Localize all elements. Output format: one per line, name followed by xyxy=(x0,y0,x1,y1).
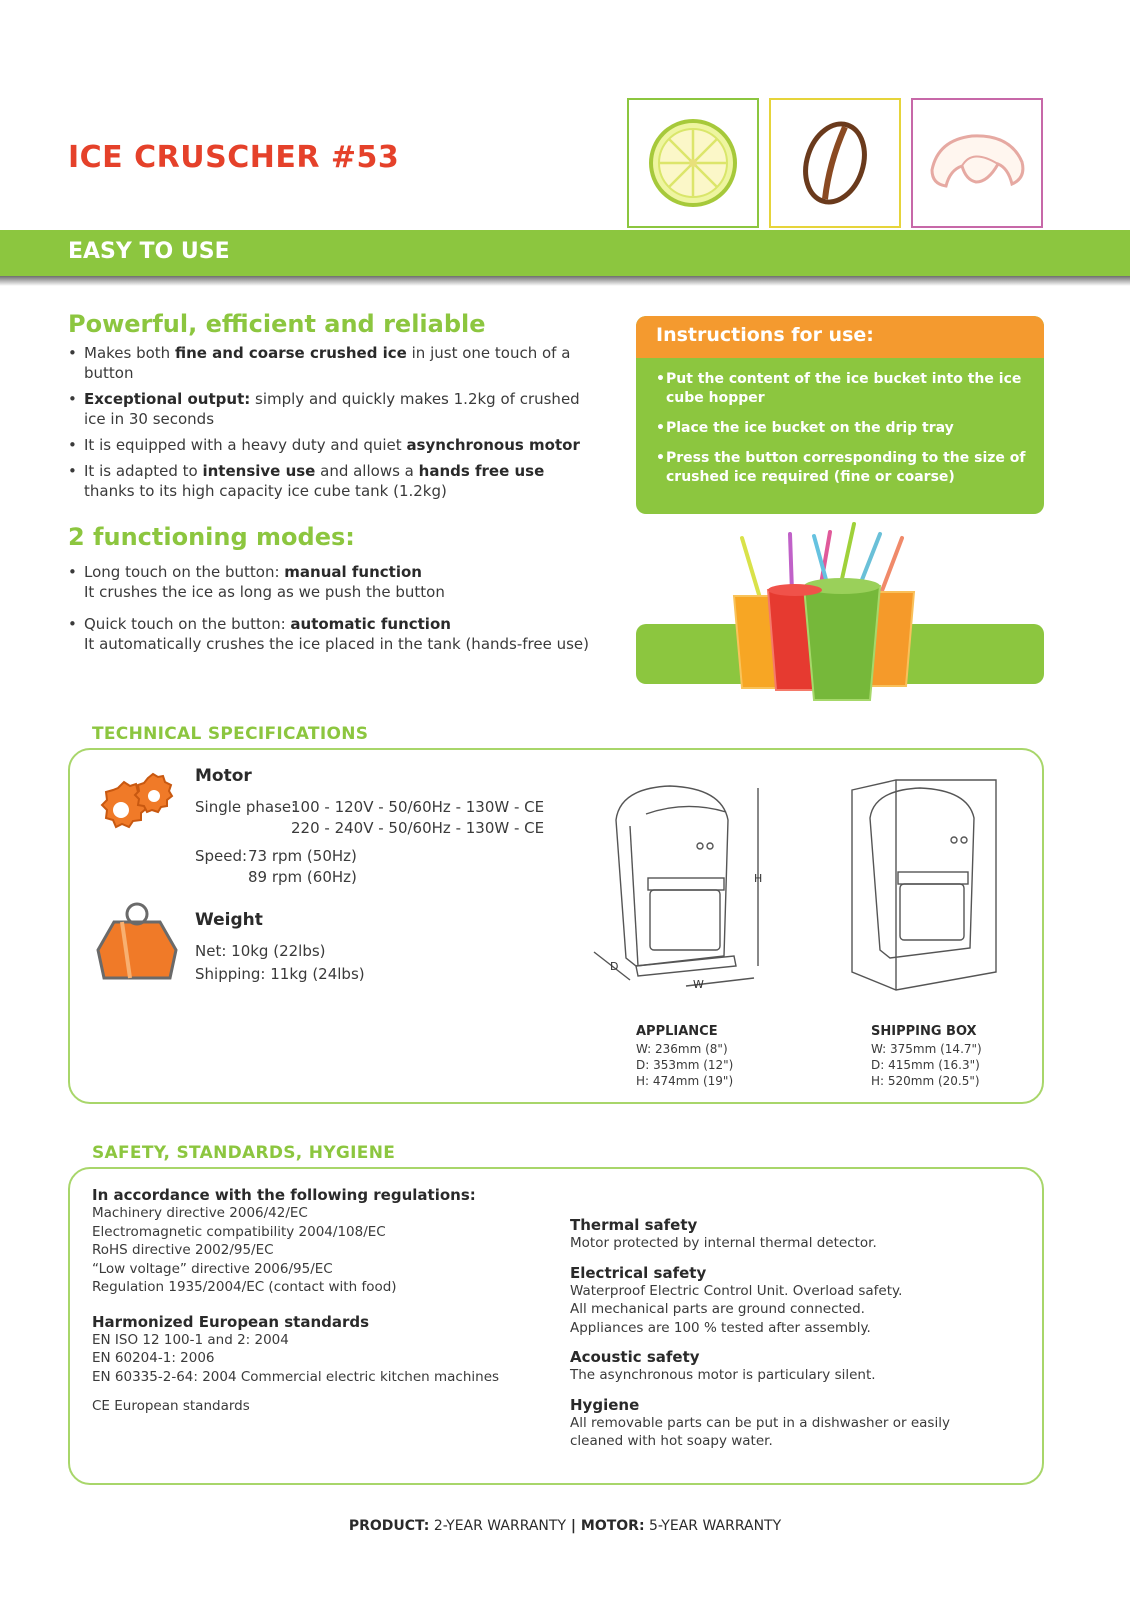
warranty-footer: PRODUCT: 2-YEAR WARRANTY | MOTOR: 5-YEAR WARRANTY xyxy=(348,1518,782,1534)
motor-phase: Single phase: 100 - 120V - 50/60Hz - 130W - CE 220 - 240V - 50/60Hz - 130W - CE xyxy=(195,798,545,837)
dim-label-w: W xyxy=(693,978,704,991)
safety-column xyxy=(570,1216,1020,1451)
coffee-box xyxy=(769,98,901,228)
list-item: All mechanical parts are ground connected. xyxy=(570,1301,865,1317)
list-item: • Put the content of the ice bucket into the ice cube hopper xyxy=(656,370,1026,408)
acoustic-title: Acoustic safety xyxy=(570,1348,700,1366)
weight-net: Net: 10kg (22lbs) xyxy=(195,942,326,960)
appliance-d: D: 353mm (12") xyxy=(636,1058,734,1072)
list-item: EN ISO 12 100-1 and 2: 2004 xyxy=(92,1331,289,1348)
list-item: • Press the button corresponding to the size of crushed ice required (fine or coarse) xyxy=(656,449,1026,487)
weight-icon xyxy=(92,900,182,984)
dim-label-d: D xyxy=(610,960,619,973)
shipping-box-title: SHIPPING BOX xyxy=(871,1024,977,1039)
gears-icon xyxy=(88,766,178,856)
list-item: • Long touch on the button: manual function It crushes the ice as long as we push the button xyxy=(68,562,598,602)
list-item: Machinery directive 2006/42/EC xyxy=(92,1205,308,1221)
list-item: Appliances are 100 % tested after assembly. xyxy=(570,1319,871,1336)
band-title: EASY TO USE xyxy=(68,239,230,264)
coffee-bean-icon xyxy=(787,115,883,211)
features-list xyxy=(68,343,598,507)
electrical-title: Electrical safety xyxy=(570,1263,707,1282)
shipping-box-h: H: 520mm (20.5") xyxy=(871,1074,980,1088)
list-item: Waterproof Electric Control Unit. Overload safety. xyxy=(570,1282,903,1299)
lemon-box xyxy=(627,98,759,228)
shipping-box-w: W: 375mm (14.7") xyxy=(871,1042,982,1056)
lemon-slice-icon xyxy=(645,115,741,211)
list-item: • It is equipped with a heavy duty and quiet asynchronous motor xyxy=(68,435,598,455)
smoothie-cups-image xyxy=(730,518,940,704)
instructions-list xyxy=(636,370,1044,487)
appliance-w: W: 236mm (8") xyxy=(636,1042,728,1056)
croissant-icon xyxy=(922,118,1032,208)
croissant-box xyxy=(911,98,1043,228)
list-item: • Place the ice bucket on the drip tray xyxy=(656,419,1026,438)
appliance-title: APPLIANCE xyxy=(636,1024,718,1039)
list-item: Regulation 1935/2004/EC (contact with food) xyxy=(92,1279,397,1295)
motor-title: Motor xyxy=(195,766,252,786)
dim-label-h: H xyxy=(754,872,763,885)
list-item: “Low voltage” directive 2006/95/EC xyxy=(92,1260,333,1277)
page-title: ICE CRUSCHER #53 xyxy=(68,140,400,175)
list-item: • Exceptional output: simply and quickly makes 1.2kg of crushed ice in 30 seconds xyxy=(68,389,598,429)
list-item: The asynchronous motor is particulary silent. xyxy=(570,1367,876,1383)
band-shadow xyxy=(0,276,1130,286)
list-item: Electromagnetic compatibility 2004/108/EC xyxy=(92,1223,386,1240)
list-item: Motor protected by internal thermal detector. xyxy=(570,1235,877,1251)
modes-heading: 2 functioning modes: xyxy=(68,523,355,551)
list-item: • Quick touch on the button: automatic function It automatically crushes the ice placed in the tank (hands-free use) xyxy=(68,614,598,654)
list-item: • Makes both fine and coarse crushed ice in just one touch of a button xyxy=(68,343,598,383)
regulations-column xyxy=(92,1186,552,1416)
list-item: • It is adapted to intensive use and allows a hands free use thanks to its high capacity ice cube tank (1.2kg) xyxy=(68,461,598,501)
safety-heading: SAFETY, STANDARDS, HYGIENE xyxy=(92,1143,396,1163)
modes-list xyxy=(68,562,598,660)
weight-shipping: Shipping: 11kg (24lbs) xyxy=(195,965,365,983)
motor-speed: Speed: 73 rpm (50Hz) 89 rpm (60Hz) xyxy=(195,847,357,886)
list-item: cleaned with hot soapy water. xyxy=(570,1433,773,1449)
list-item: RoHS directive 2002/95/EC xyxy=(92,1242,274,1258)
shipping-box-d: D: 415mm (16.3") xyxy=(871,1058,980,1072)
list-item: All removable parts can be put in a dishwasher or easily xyxy=(570,1414,950,1431)
weight-title: Weight xyxy=(195,910,263,930)
features-heading: Powerful, efficient and reliable xyxy=(68,310,486,338)
list-item: EN 60204-1: 2006 xyxy=(92,1350,215,1366)
thermal-title: Thermal safety xyxy=(570,1216,698,1234)
instructions-title: Instructions for use: xyxy=(636,316,1044,358)
hygiene-title: Hygiene xyxy=(570,1395,640,1414)
regs-title: In accordance with the following regulations: xyxy=(92,1186,476,1204)
tech-heading: TECHNICAL SPECIFICATIONS xyxy=(92,724,369,744)
shipping-box-drawing xyxy=(846,776,1006,996)
list-item: EN 60335-2-64: 2004 Commercial electric kitchen machines xyxy=(92,1368,500,1385)
harm-title: Harmonized European standards xyxy=(92,1312,370,1331)
appliance-h: H: 474mm (19") xyxy=(636,1074,734,1088)
instructions-box xyxy=(636,316,1044,514)
ce-standards: CE European standards xyxy=(92,1398,250,1414)
